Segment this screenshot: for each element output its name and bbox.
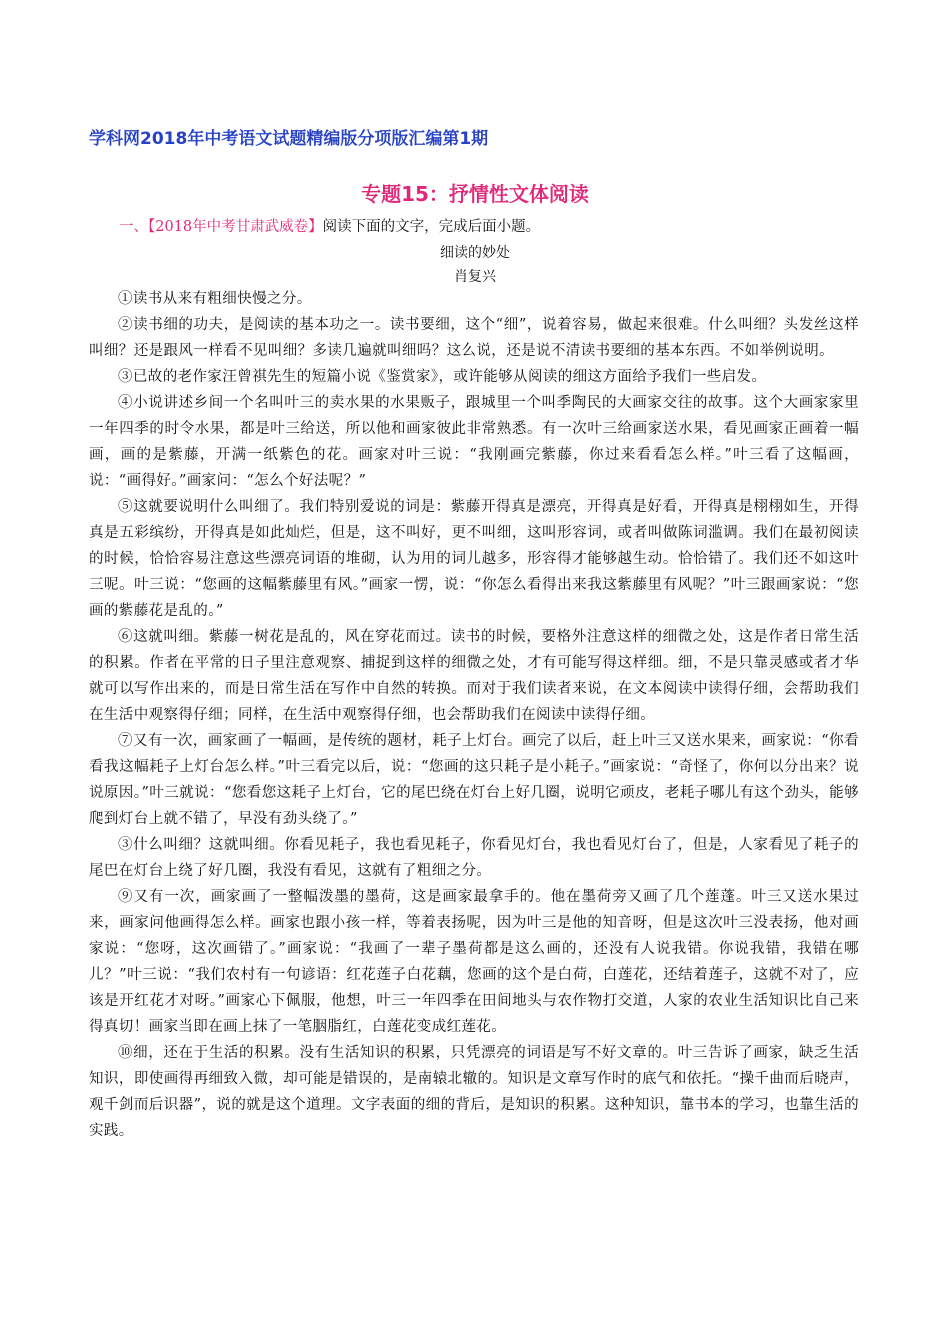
paragraph-9: ⑨又有一次，画家画了一整幅泼墨的墨荷，这是画家最拿手的。他在墨荷旁又画了几个莲蓬。叶三又送水果过来，画家问他画得怎么样。画家也跟小孩一样，等着表扬呢，因为叶三是他的知音呀，但是这次叶三没表扬，他对画家说：“您呀，这次画错了。”画家说：“我画了一辈子墨荷都是这么画的，还没有人说我错。你说我错，我错在哪儿？”叶三说：“我们农村有一句谚语：红花莲子白花藕，您画的这个是白荷，白莲花，还结着莲子，这就不对了，应该是开红花才对呀。”画家心下佩服，他想，叶三一年四季在田间地头与农作物打交道，人家的农业生活知识比自己来得真切！画家当即在画上抹了一笔胭脂红，白莲花变成红莲花。 (89, 889, 859, 1035)
topic-title: 专题15：抒情性文体阅读 (361, 182, 589, 206)
paragraph-6: ⑥这就叫细。紫藤一树花是乱的，风在穿花而过。读书的时候，要格外注意这样的细微之处，这是作者日常生活的积累。作者在平常的日子里注意观察、捕捉到这样的细微之处，才有可能写得这样细。细，不是只靠灵感或者才华就可以写作出来的，而是日常生活在写作中自然的转换。而对于我们读者来说，在文本阅读中读得仔细，会帮助我们在生活中观察得仔细；同样，在生活中观察得仔细，也会帮助我们在阅读中读得仔细。 (89, 629, 859, 723)
paragraph-1: ①读书从来有粗细快慢之分。 (118, 291, 312, 307)
question-source: 【2018年中考甘肃武威卷】 (148, 219, 323, 235)
paragraph-7: ⑦又有一次，画家画了一幅画，是传统的题材，耗子上灯台。画完了以后，赶上叶三又送水果来，画家说：“你看看我这幅耗子上灯台怎么样。”叶三看完以后，说：“您画的这只耗子是小耗子。”画家说：“奇怪了，你何以分出来？说说原因。”叶三就说：“您看您这耗子上灯台，它的尾巴绕在灯台上好几圈，说明它顽皮，老耗子哪儿有这个劲头，能够爬到灯台上就不错了，早没有劲头绕了。” (89, 733, 859, 827)
article-body (89, 286, 859, 1144)
paragraph-5: ⑤这就要说明什么叫细了。我们特别爱说的词是：紫藤开得真是漂亮，开得真是好看，开得真是栩栩如生，开得真是五彩缤纷，开得真是如此灿烂，但是，这不叫好，更不叫细，这叫形容词，或者叫做陈词滥调。我们在最初阅读的时候，恰恰容易注意这些漂亮词语的堆砌，认为用的词儿越多，形容得才能够越生动。恰恰错了。我们还不如这叶三呢。叶三说：“您画的这幅紫藤里有风。”画家一愣，说：“你怎么看得出来我这紫藤里有风呢？”叶三跟画家说：“您画的紫藤花是乱的。” (89, 499, 859, 619)
paragraph-3: ③已故的老作家汪曾祺先生的短篇小说《鉴赏家》，或许能够从阅读的细这方面给予我们一些启发。 (118, 369, 767, 385)
question-number: 一、 (119, 219, 148, 235)
paragraph-4: ④小说讲述乡间一个名叫叶三的卖水果的水果贩子，跟城里一个叫季陶民的大画家交往的故事。这个大画家家里一年四季的时令水果，都是叶三给送，所以他和画家彼此非常熟悉。有一次叶三给画家送水果，看见画家正画着一幅画，画的是紫藤，开满一纸紫色的花。画家对叶三说：“我刚画完紫藤，你过来看看怎么样。”叶三看了这幅画，说：“画得好。”画家问：“怎么个好法呢？” (89, 395, 859, 489)
paragraph-10: ⑩细，还在于生活的积累。没有生活知识的积累，只凭漂亮的词语是写不好文章的。叶三告诉了画家，缺乏生活知识，即使画得再细致入微，却可能是错误的，是南辕北辙的。知识是文章写作时的底气和依托。“操千曲而后晓声，观千剑而后识器”，说的就是这个道理。文字表面的细的背后，是知识的积累。这种知识，靠书本的学习，也靠生活的实践。 (89, 1045, 859, 1139)
paragraph-2: ②读书细的功夫，是阅读的基本功之一。读书要细，这个“细”，说着容易，做起来很难。什么叫细？头发丝这样叫细？还是跟风一样看不见叫细？多读几遍就叫细吗？这么说，还是说不清读书要细的基本东西。不如举例说明。 (89, 317, 859, 359)
article-title: 细读的妙处 (440, 245, 510, 261)
header-title: 学科网2018年中考语文试题精编版分项版汇编第1期 (89, 129, 489, 149)
paragraph-8: ③什么叫细？这就叫细。你看见耗子，我也看见耗子，你看见灯台，我也看见灯台了，但是，人家看见了耗子的尾巴在灯台上绕了好几圈，我没有看见，这就有了粗细之分。 (89, 837, 859, 879)
article-author: 肖复兴 (454, 269, 496, 285)
question-instruction: 阅读下面的文字，完成后面小题。 (322, 219, 541, 235)
question-intro (119, 215, 879, 236)
